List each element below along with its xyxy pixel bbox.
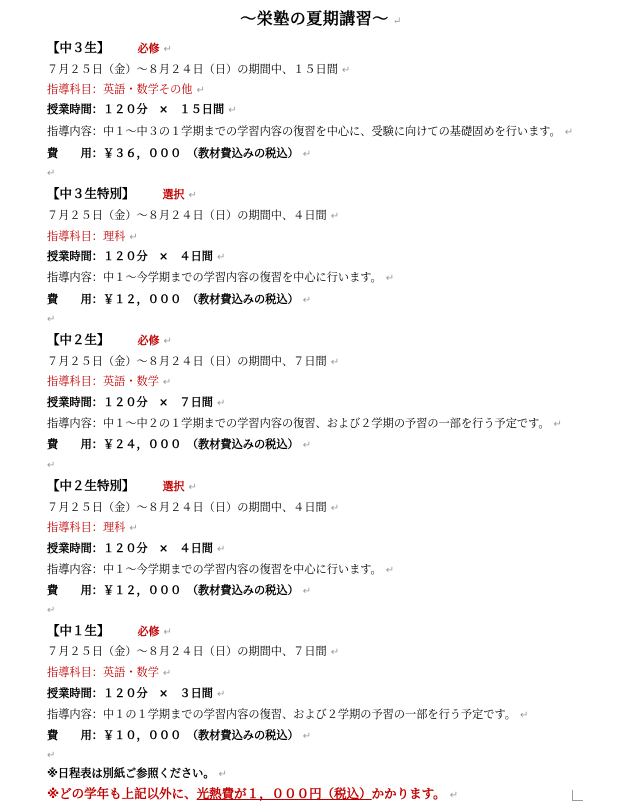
content-line: 指導内容：中１～中２の１学期までの学習内容の復習、および２学期の予習の一部を行う予定です。 ↵: [47, 417, 562, 430]
period-line: ７月２５日（金）～８月２４日（日）の期間中、１５日間 ↵: [47, 63, 351, 76]
hours-line: 授業時間：１２０分 × ７日間 ↵: [47, 396, 226, 409]
paragraph-mark-icon: ↵: [47, 605, 56, 616]
subjects-line: 指導科目：英語・数学その他 ↵: [47, 83, 205, 96]
paragraph-mark-icon: ↵: [302, 586, 312, 597]
paragraph-mark-icon: ↵: [449, 790, 459, 801]
paragraph-mark-icon: ↵: [217, 544, 226, 555]
content-line: 指導内容：中１の１学期までの学習内容の復習、および２学期の予習の一部を行う予定です。 ↵: [47, 708, 529, 721]
subjects-line: 指導科目：理科 ↵: [47, 521, 138, 534]
fee-line: 費 用：￥３６，０００ （教材費込みの税込） ↵: [47, 147, 312, 160]
paragraph-mark-icon: ↵: [228, 105, 237, 116]
content-line: 指導内容：中１～今学期までの学習内容の復習を中心に行います。 ↵: [47, 563, 395, 576]
paragraph-mark-icon: ↵: [392, 16, 402, 27]
paragraph-mark-icon: ↵: [564, 127, 574, 138]
paragraph-mark-icon: ↵: [47, 314, 56, 325]
paragraph-mark-icon: ↵: [218, 769, 227, 780]
paragraph-mark-icon: ↵: [330, 357, 340, 368]
section-header-grade1: 【中１生】 必修 ↵: [47, 623, 172, 638]
paragraph-mark-icon: ↵: [162, 377, 172, 388]
schedule-note: ※日程表は別紙ご参照ください。 ↵: [47, 767, 227, 780]
fee-line: 費 用：￥１２，０００ （教材費込みの税込） ↵: [47, 293, 312, 306]
subjects-line: 指導科目：英語・数学 ↵: [47, 375, 172, 388]
paragraph-mark-icon: ↵: [330, 503, 340, 514]
paragraph-mark-icon: ↵: [302, 440, 312, 451]
period-line: ７月２５日（金）～８月２４日（日）の期間中、４日間 ↵: [47, 209, 340, 222]
elective-tag: 選択: [162, 188, 185, 201]
paragraph-mark-icon: ↵: [217, 398, 226, 409]
content-line: 指導内容：中１～今学期までの学習内容の復習を中心に行います。 ↵: [47, 271, 395, 284]
required-tag: 必修: [137, 42, 160, 55]
paragraph-mark-icon: ↵: [519, 710, 529, 721]
paragraph-mark-icon: ↵: [385, 565, 395, 576]
period-line: ７月２５日（金）～８月２４日（日）の期間中、７日間 ↵: [47, 355, 340, 368]
paragraph-mark-icon: ↵: [341, 65, 351, 76]
section-header-grade2-special: 【中２生特別】 選択 ↵: [47, 478, 197, 493]
paragraph-mark-icon: ↵: [217, 252, 226, 263]
subjects-line: 指導科目：英語・数学 ↵: [47, 666, 172, 679]
hours-line: 授業時間：１２０分 × １５日間 ↵: [47, 103, 237, 116]
paragraph-mark-icon: ↵: [129, 523, 138, 534]
paragraph-mark-icon: ↵: [47, 460, 56, 471]
period-line: ７月２５日（金）～８月２４日（日）の期間中、７日間 ↵: [47, 645, 340, 658]
content-line: 指導内容：中１～中３の１学期までの学習内容の復習を中心に、受験に向けての基礎固めを行います。 ↵: [47, 125, 574, 138]
paragraph-mark-icon: ↵: [47, 750, 56, 761]
elective-tag: 選択: [162, 480, 185, 493]
fee-line: 費 用：￥１０，０００ （教材費込みの税込） ↵: [47, 729, 312, 742]
section-header-grade3-special: 【中３生特別】 選択 ↵: [47, 186, 197, 201]
section-header-grade2: 【中２生】 必修 ↵: [47, 332, 172, 347]
subjects-line: 指導科目：理科 ↵: [47, 230, 138, 243]
paragraph-mark-icon: ↵: [47, 168, 56, 179]
paragraph-mark-icon: ↵: [330, 647, 340, 658]
period-line: ７月２５日（金）～８月２４日（日）の期間中、４日間 ↵: [47, 501, 340, 514]
paragraph-mark-icon: ↵: [196, 85, 205, 96]
required-tag: 必修: [137, 334, 160, 347]
paragraph-mark-icon: ↵: [129, 232, 138, 243]
paragraph-mark-icon: ↵: [188, 482, 197, 493]
fee-line: 費 用：￥２４，０００ （教材費込みの税込） ↵: [47, 438, 312, 451]
paragraph-mark-icon: ↵: [302, 149, 312, 160]
paragraph-mark-icon: ↵: [163, 44, 172, 55]
hours-line: 授業時間：１２０分 × ４日間 ↵: [47, 542, 226, 555]
hours-line: 授業時間：１２０分 × ３日間 ↵: [47, 687, 226, 700]
paragraph-mark-icon: ↵: [385, 273, 395, 284]
margin-corner-mark: [572, 790, 583, 801]
paragraph-mark-icon: ↵: [188, 190, 197, 201]
fee-line: 費 用：￥１２，０００ （教材費込みの税込） ↵: [47, 584, 312, 597]
hours-line: 授業時間：１２０分 × ４日間 ↵: [47, 250, 226, 263]
paragraph-mark-icon: ↵: [302, 295, 312, 306]
section-header-grade3: 【中３生】 必修 ↵: [47, 40, 172, 55]
required-tag: 必修: [137, 625, 160, 638]
paragraph-mark-icon: ↵: [330, 211, 340, 222]
utility-fee-amount: 光熱費が１，０００円（税込）: [196, 786, 372, 801]
utility-fee-note: ※どの学年も上記以外に、光熱費が１，０００円（税込）かかります。 ↵: [47, 786, 459, 801]
paragraph-mark-icon: ↵: [163, 336, 172, 347]
paragraph-mark-icon: ↵: [217, 689, 226, 700]
paragraph-mark-icon: ↵: [163, 627, 172, 638]
paragraph-mark-icon: ↵: [553, 419, 562, 430]
paragraph-mark-icon: ↵: [302, 731, 312, 742]
paragraph-mark-icon: ↵: [162, 668, 172, 679]
page-title: ～栄塾の夏期講習～ ↵: [240, 9, 402, 28]
